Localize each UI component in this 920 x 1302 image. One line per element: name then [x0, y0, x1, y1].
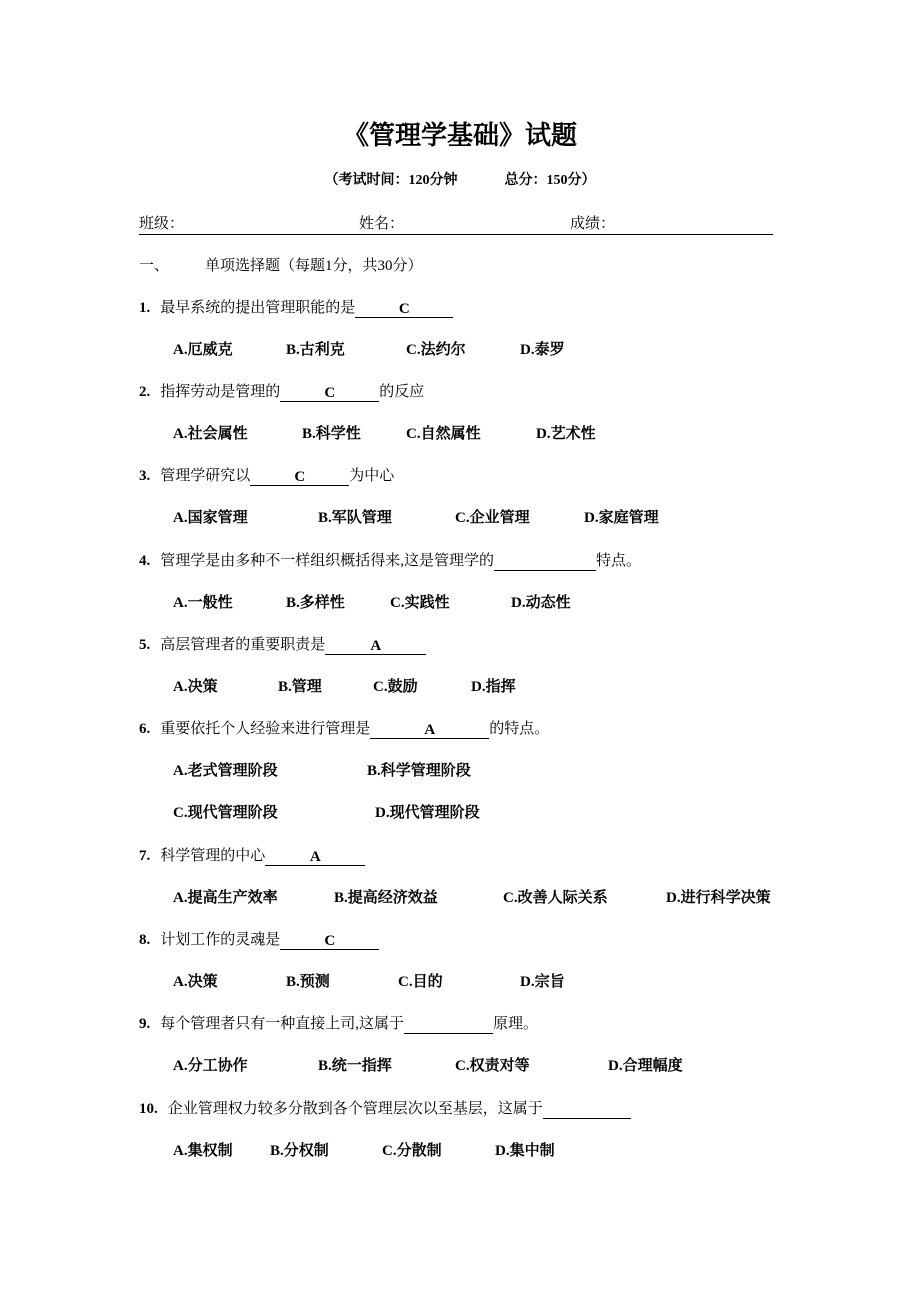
question-number: 5. — [139, 637, 151, 653]
question-number: 6. — [139, 721, 151, 737]
option-b[interactable]: B.提高经济效益 — [334, 890, 438, 906]
option-d[interactable]: D.指挥 — [471, 679, 516, 695]
section-heading — [139, 256, 423, 276]
option-c[interactable]: C.企业管理 — [455, 510, 530, 526]
option-d[interactable]: D.动态性 — [511, 595, 571, 611]
question-number: 8. — [139, 932, 151, 948]
option-b[interactable]: B.科学管理阶段 — [367, 763, 471, 779]
question-9 — [139, 1014, 538, 1034]
answer-blank[interactable]: A — [265, 847, 365, 866]
question-text: 企业管理权力较多分散到各个管理层次以至基层，这属于 — [167, 1101, 543, 1117]
option-b[interactable]: B.管理 — [278, 679, 322, 695]
question-number: 10. — [139, 1101, 158, 1117]
option-a[interactable]: A.厄威克 — [173, 342, 233, 358]
question-text-after: 的反应 — [379, 384, 425, 400]
option-b[interactable]: B.军队管理 — [318, 510, 392, 526]
question-number: 2. — [139, 384, 151, 400]
option-b[interactable]: B.古利克 — [286, 342, 345, 358]
question-number: 9. — [139, 1016, 151, 1032]
option-b[interactable]: B.预测 — [286, 974, 330, 990]
question-text: 计划工作的灵魂是 — [160, 932, 281, 948]
answer-blank[interactable]: A — [370, 720, 489, 739]
option-a[interactable]: A.分工协作 — [173, 1058, 248, 1074]
answer-blank[interactable]: C — [280, 931, 379, 950]
question-text-after: 的特点。 — [489, 721, 550, 737]
option-a[interactable]: A.一般性 — [173, 595, 233, 611]
question-text: 高层管理者的重要职责是 — [160, 637, 326, 653]
option-b[interactable]: B.分权制 — [270, 1143, 329, 1159]
option-d[interactable]: D.宗旨 — [520, 974, 565, 990]
question-7 — [139, 846, 365, 866]
option-a[interactable]: A.社会属性 — [173, 426, 248, 442]
exam-time: （考试时间：120分钟 — [324, 173, 458, 188]
question-text: 科学管理的中心 — [160, 848, 266, 864]
option-d[interactable]: D.现代管理阶段 — [375, 805, 480, 821]
option-c[interactable]: C.现代管理阶段 — [173, 805, 278, 821]
question-text: 管理学研究以 — [160, 468, 251, 484]
answer-blank[interactable]: C — [250, 467, 349, 486]
option-c[interactable]: C.权责对等 — [455, 1058, 530, 1074]
question-text: 重要依托个人经验来进行管理是 — [160, 721, 371, 737]
option-d[interactable]: D.泰罗 — [520, 342, 565, 358]
question-10 — [139, 1099, 631, 1119]
answer-blank[interactable] — [543, 1100, 631, 1119]
option-c[interactable]: C.法约尔 — [406, 342, 466, 358]
option-d[interactable]: D.艺术性 — [536, 426, 596, 442]
option-a[interactable]: A.提高生产效率 — [173, 890, 278, 906]
question-number: 1. — [139, 300, 151, 316]
question-text-after: 原理。 — [493, 1016, 539, 1032]
page-title: 《管理学基础》试题 — [342, 121, 577, 150]
exam-total: 总分：150分） — [504, 173, 596, 188]
question-1 — [139, 298, 453, 318]
answer-blank[interactable] — [404, 1015, 493, 1034]
answer-blank[interactable] — [494, 552, 596, 571]
option-d[interactable]: D.进行科学决策 — [666, 890, 771, 906]
name-field[interactable]: 姓名： — [359, 216, 405, 232]
option-a[interactable]: A.决策 — [173, 679, 218, 695]
option-c[interactable]: C.自然属性 — [406, 426, 481, 442]
question-text-after: 特点。 — [596, 553, 642, 569]
option-d[interactable]: D.合理幅度 — [608, 1058, 683, 1074]
section-title: 单项选择题（每题1分，共30分） — [205, 258, 423, 274]
exam-info — [0, 171, 920, 191]
option-c[interactable]: C.目的 — [398, 974, 443, 990]
option-b[interactable]: B.统一指挥 — [318, 1058, 392, 1074]
question-number: 3. — [139, 468, 151, 484]
question-4 — [139, 551, 641, 571]
question-8 — [139, 930, 379, 950]
question-number: 7. — [139, 848, 151, 864]
question-text: 指挥劳动是管理的 — [160, 384, 281, 400]
option-d[interactable]: D.家庭管理 — [584, 510, 659, 526]
question-number: 4. — [139, 553, 151, 569]
option-c[interactable]: C.分散制 — [382, 1143, 442, 1159]
answer-blank[interactable]: C — [355, 299, 453, 318]
question-3 — [139, 466, 394, 486]
option-b[interactable]: B.科学性 — [302, 426, 361, 442]
answer-blank[interactable]: A — [325, 636, 426, 655]
question-text: 每个管理者只有一种直接上司,这属于 — [160, 1016, 405, 1032]
option-c[interactable]: C.实践性 — [390, 595, 450, 611]
option-a[interactable]: A.集权制 — [173, 1143, 233, 1159]
option-a[interactable]: A.决策 — [173, 974, 218, 990]
option-c[interactable]: C.改善人际关系 — [503, 890, 608, 906]
question-5 — [139, 635, 426, 655]
answer-blank[interactable]: C — [280, 383, 379, 402]
option-b[interactable]: B.多样性 — [286, 595, 345, 611]
class-field[interactable]: 班级： — [139, 216, 185, 232]
question-6 — [139, 719, 549, 739]
question-text: 最早系统的提出管理职能的是 — [160, 300, 356, 316]
question-text-after: 为中心 — [349, 468, 395, 484]
option-d[interactable]: D.集中制 — [495, 1143, 555, 1159]
option-a[interactable]: A.老式管理阶段 — [173, 763, 278, 779]
option-a[interactable]: A.国家管理 — [173, 510, 248, 526]
question-2 — [139, 382, 424, 402]
score-field[interactable]: 成绩： — [570, 216, 616, 232]
question-text: 管理学是由多种不一样组织概括得来,这是管理学的 — [160, 553, 495, 569]
option-c[interactable]: C.鼓励 — [373, 679, 418, 695]
student-info-line — [139, 214, 773, 235]
section-number: 一、 — [139, 258, 170, 274]
